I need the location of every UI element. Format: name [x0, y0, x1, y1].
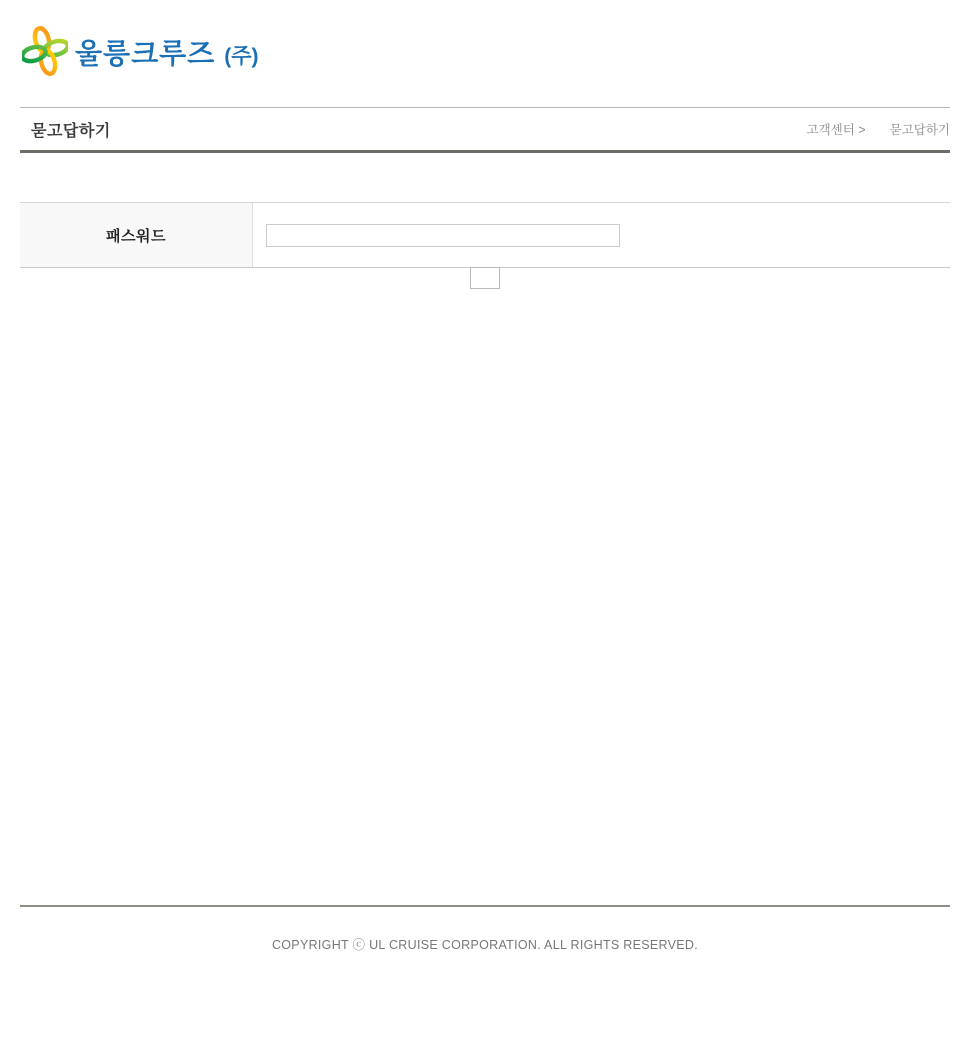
- password-input-cell: [253, 203, 950, 267]
- password-input[interactable]: [266, 224, 620, 247]
- page-title: 묻고답하기: [31, 122, 111, 140]
- empty-space: [0, 289, 970, 905]
- breadcrumb-current[interactable]: 묻고답하기: [889, 123, 950, 137]
- password-label-cell: [20, 203, 253, 267]
- password-label: 패스워드: [106, 227, 166, 245]
- logo-flower-icon: [22, 26, 68, 76]
- logo[interactable]: [22, 26, 259, 76]
- password-form-table: [20, 202, 950, 268]
- content-frame: [20, 107, 950, 153]
- logo-suffix-text: (주): [224, 44, 259, 68]
- submit-row: [0, 267, 970, 289]
- logo-brand-text: 울릉크루즈: [75, 38, 216, 69]
- title-bar: [20, 107, 950, 153]
- submit-button[interactable]: [470, 267, 500, 289]
- breadcrumb: [807, 120, 950, 138]
- header: [0, 0, 970, 107]
- footer-copyright: COPYRIGHT ⓒ UL CRUISE CORPORATION. ALL RIGHTS RESERVED.: [271, 938, 699, 952]
- breadcrumb-parent-link[interactable]: 고객센터 >: [806, 123, 866, 137]
- footer-divider: [20, 905, 950, 907]
